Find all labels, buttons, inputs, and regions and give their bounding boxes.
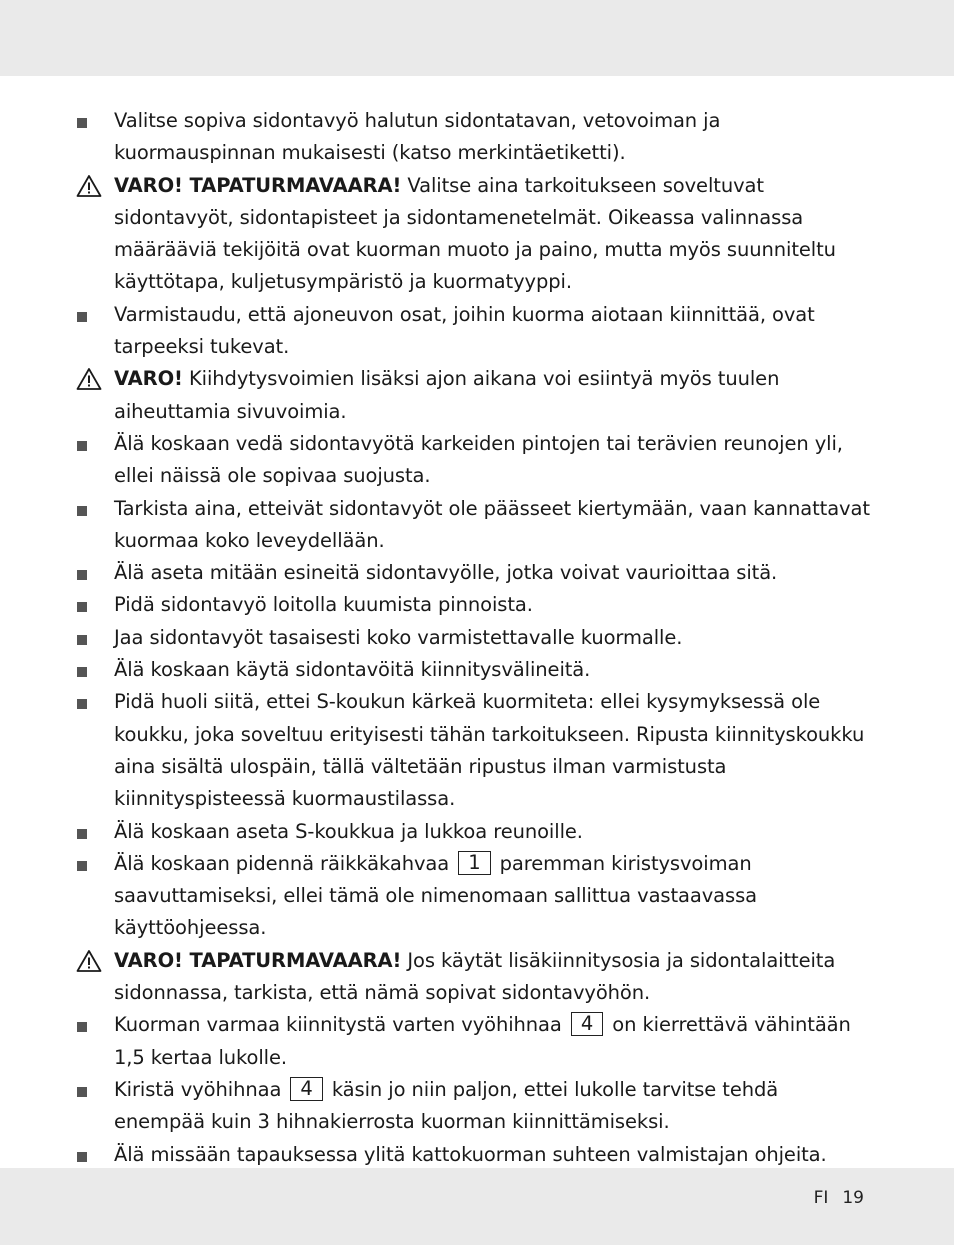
list-item: [0, 1009, 874, 1074]
page-number-block: [800, 1188, 864, 1208]
item-text: Jaa sidontavyöt tasaisesti koko varmistettavalle kuormalle.: [114, 625, 683, 649]
square-bullet-icon: [77, 441, 87, 451]
square-bullet-icon: [77, 506, 87, 516]
item-text: Pidä huoli siitä, ettei S-koukun kärkeä kuormiteta: ellei kysymyksessä ole koukku, joka soveltuu erityisesti tähän tarkoitukseen. Ripusta kiinnityskoukku aina sisältä ulospäin, tällä vältetään ripustus ilman varmistusta kiinnityspisteessä kuormaustilassa.: [114, 690, 865, 811]
list-item: [0, 493, 874, 558]
warning-triangle-icon: [76, 949, 102, 973]
list-item: [0, 299, 874, 364]
item-text: Varmistaudu, että ajoneuvon osat, joihin kuorma aiotaan kiinnittää, ovat tarpeeksi tukevat.: [114, 302, 815, 359]
list-item: [0, 557, 874, 589]
square-bullet-icon: [77, 1022, 87, 1032]
square-bullet-icon: [77, 667, 87, 677]
warning-label: VARO! TAPATURMAVAARA!: [114, 173, 402, 197]
list-item: [0, 1074, 874, 1139]
list-item: [0, 654, 874, 686]
warning-triangle-icon: [76, 174, 102, 198]
square-bullet-icon: [77, 861, 87, 871]
list-item: [0, 686, 874, 815]
warning-label: VARO!: [114, 367, 183, 391]
language-code: FI: [813, 1188, 829, 1208]
instruction-list: [0, 105, 954, 1171]
item-text: Jos käytät lisäkiinnitysosia ja sidontalaitteita sidonnassa, tarkista, että nämä sopivat sidontavyöhön.: [114, 948, 836, 1005]
footer-band: [0, 1168, 954, 1245]
list-item: [0, 105, 874, 170]
square-bullet-icon: [77, 829, 87, 839]
warning-label: VARO! TAPATURMAVAARA!: [114, 948, 402, 972]
list-item: [0, 428, 874, 493]
item-text: Tarkista aina, etteivät sidontavyöt ole päässeet kiertymään, vaan kannattavat kuormaa koko leveydellään.: [114, 496, 870, 552]
item-text: Älä missään tapauksessa ylitä kattokuorman suhteen valmistajan ohjeita.: [114, 1142, 827, 1166]
header-band: [0, 0, 954, 76]
warning-triangle-icon: [76, 367, 102, 391]
item-text: on kierrettävä vähintään 1,5 kertaa lukolle.: [114, 1013, 851, 1069]
square-bullet-icon: [77, 1087, 87, 1097]
part-reference-box: 4: [290, 1077, 322, 1101]
square-bullet-icon: [77, 570, 87, 580]
warning-item: [0, 170, 874, 299]
item-text: Valitse aina tarkoitukseen soveltuvat sidontavyöt, sidontapisteet ja sidontamenetelmät. Oikeassa valinnassa määrääviä tekijöitä ovat kuorman muoto ja paino, mutta myös suunniteltu käyttötapa, kuljetusympäristö ja kuormatyyppi.: [114, 173, 836, 294]
item-text: Älä koskaan vedä sidontavyötä karkeiden pintojen tai terävien reunojen yli, ellei näissä ole sopivaa suojusta.: [114, 431, 843, 488]
square-bullet-icon: [77, 699, 87, 709]
square-bullet-icon: [77, 118, 87, 128]
square-bullet-icon: [77, 312, 87, 322]
list-item: [0, 589, 874, 621]
item-text: Älä aseta mitään esineitä sidontavyölle, jotka voivat vaurioittaa sitä.: [114, 561, 778, 585]
item-text: Pidä sidontavyö loitolla kuumista pinnoista.: [114, 593, 533, 617]
square-bullet-icon: [77, 635, 87, 645]
item-text: Älä koskaan aseta S-koukkua ja lukkoa reunoille.: [114, 819, 583, 843]
item-text: käsin jo niin paljon, ettei lukolle tarvitse tehdä enempää kuin 3 hihnakierrosta kuorman kiinnittämiseksi.: [114, 1077, 779, 1134]
item-text: Kiihdytysvoimien lisäksi ajon aikana voi esiintyä myös tuulen aiheuttamia sivuvoimia.: [114, 367, 780, 423]
part-reference-box: 1: [458, 851, 490, 875]
item-text: Kiristä vyöhihnaa: [114, 1077, 288, 1101]
square-bullet-icon: [77, 602, 87, 612]
square-bullet-icon: [77, 1152, 87, 1162]
item-text: Valitse sopiva sidontavyö halutun sidontatavan, vetovoiman ja kuormauspinnan mukaisesti (katso merkintäetiketti).: [114, 109, 721, 165]
list-item: [0, 816, 874, 848]
page-number: 19: [842, 1188, 864, 1208]
item-text: Älä koskaan käytä sidontavöitä kiinnitysvälineitä.: [114, 658, 591, 682]
item-text: paremman kiristysvoiman saavuttamiseksi, ellei tämä ole nimenomaan sallittua vastaavassa käyttöohjeessa.: [114, 851, 757, 940]
warning-item: [0, 945, 874, 1010]
list-item: [0, 848, 874, 945]
warning-item: [0, 363, 874, 428]
item-text: Kuorman varmaa kiinnitystä varten vyöhihnaa: [114, 1013, 568, 1037]
list-item: [0, 1139, 874, 1171]
list-item: [0, 622, 874, 654]
item-text: Älä koskaan pidennä räikkäkahvaa: [114, 851, 456, 875]
part-reference-box: 4: [571, 1012, 603, 1036]
